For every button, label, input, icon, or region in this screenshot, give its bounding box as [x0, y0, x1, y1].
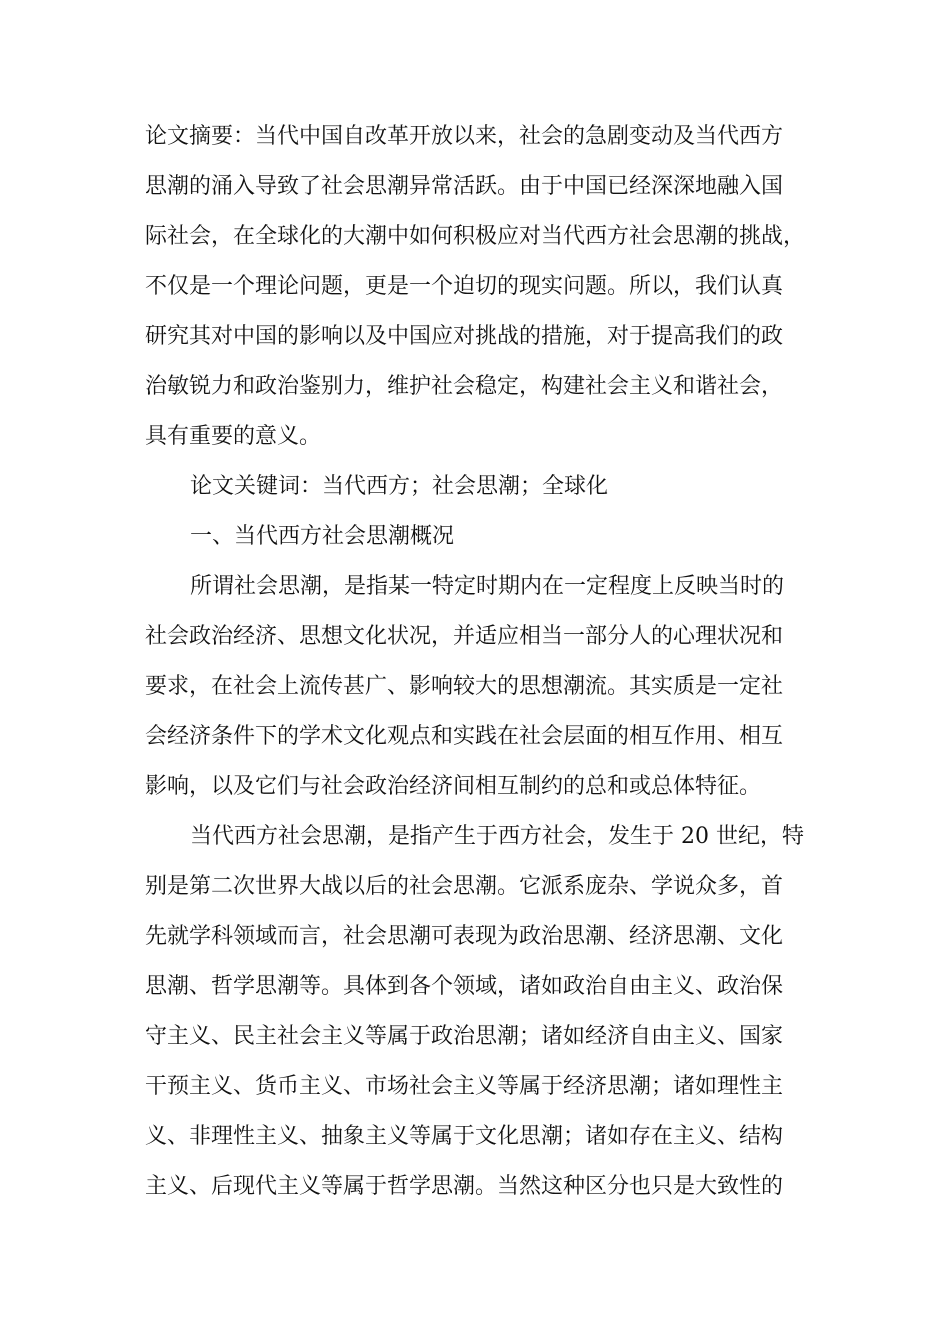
keywords-line: 论文关键词：当代西方；社会思潮；全球化 — [190, 474, 609, 499]
text-line: 干预主义、货币主义、市场社会主义等属于经济思潮；诸如理性主 — [145, 1074, 784, 1099]
text-line: 影响，以及它们与社会政治经济间相互制约的总和或总体特征。 — [145, 774, 762, 799]
section-heading: 一、当代西方社会思潮概况 — [190, 524, 455, 549]
text-line: 别是第二次世界大战以后的社会思潮。它派系庞杂、学说众多，首 — [145, 874, 784, 899]
text-line: 思潮的涌入导致了社会思潮异常活跃。由于中国已经深深地融入国 — [145, 174, 784, 199]
text-line: 研究其对中国的影响以及中国应对挑战的措施，对于提高我们的政 — [145, 324, 784, 349]
text-line: 所谓社会思潮，是指某一特定时期内在一定程度上反映当时的 — [190, 574, 785, 599]
text-line: 社会政治经济、思想文化状况，并适应相当一部分人的心理状况和 — [145, 624, 784, 649]
text-line: 义、非理性主义、抽象主义等属于文化思潮；诸如存在主义、结构 — [145, 1124, 784, 1149]
text-line: 具有重要的意义。 — [145, 424, 322, 449]
text-line: 会经济条件下的学术文化观点和实践在社会层面的相互作用、相互 — [145, 724, 784, 749]
text-line: 要求，在社会上流传甚广、影响较大的思想潮流。其实质是一定社 — [145, 674, 784, 699]
text-line: 主义、后现代主义等属于哲学思潮。当然这种区分也只是大致性的 — [145, 1174, 784, 1199]
text-line: 际社会，在全球化的大潮中如何积极应对当代西方社会思潮的挑战， — [145, 224, 806, 249]
text-line: 当代西方社会思潮，是指产生于西方社会，发生于 20 世纪，特 — [190, 824, 804, 849]
text-line: 先就学科领域而言，社会思潮可表现为政治思潮、经济思潮、文化 — [145, 924, 784, 949]
text-line: 治敏锐力和政治鉴别力，维护社会稳定，构建社会主义和谐社会， — [145, 374, 784, 399]
text-line: 论文摘要：当代中国自改革开放以来，社会的急剧变动及当代西方 — [145, 124, 784, 149]
text-line: 思潮、哲学思潮等。具体到各个领域，诸如政治自由主义、政治保 — [145, 974, 784, 999]
text-line: 不仅是一个理论问题，更是一个迫切的现实问题。所以，我们认真 — [145, 274, 784, 299]
text-line: 守主义、民主社会主义等属于政治思潮；诸如经济自由主义、国家 — [145, 1024, 784, 1049]
